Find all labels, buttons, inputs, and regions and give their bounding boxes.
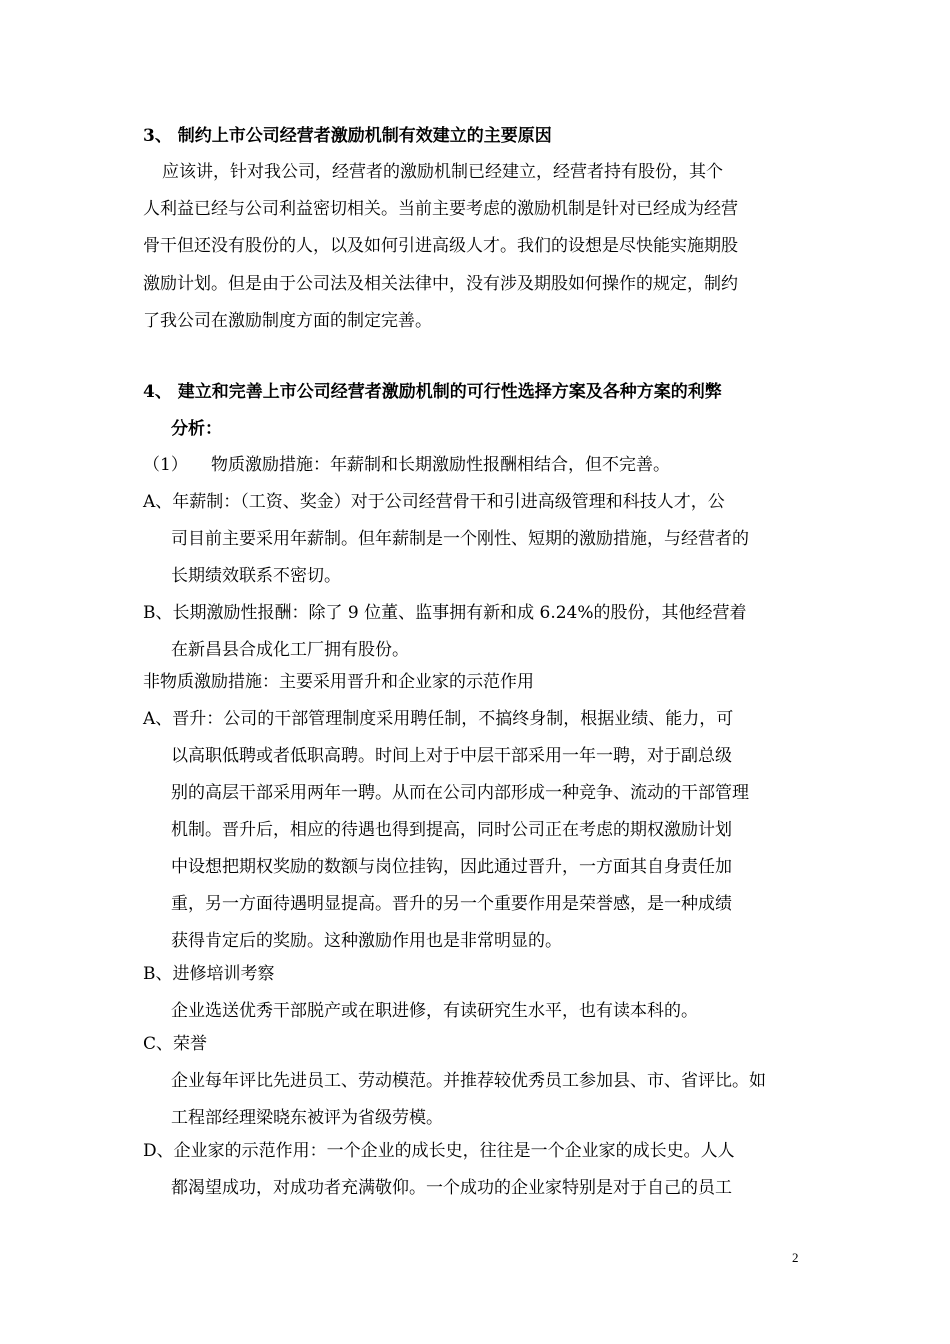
section-3-line-4: 激励计划。但是由于公司法及相关法律中，没有涉及期股如何操作的规定，制约 bbox=[143, 274, 738, 294]
section-3-heading: 3、 制约上市公司经营者激励机制有效建立的主要原因 bbox=[143, 126, 552, 146]
nonmaterial-heading: 非物质激励措施：主要采用晋升和企业家的示范作用 bbox=[143, 672, 534, 692]
a2-line-5: 中设想把期权奖励的数额与岗位挂钩，因此通过晋升，一方面其自身责任加 bbox=[171, 857, 732, 877]
a2-line-2: 以高职低聘或者低职高聘。时间上对于中层干部采用一年一聘，对于副总级 bbox=[171, 746, 732, 766]
a1-line-2: 司目前主要采用年薪制。但年薪制是一个刚性、短期的激励措施，与经营者的 bbox=[171, 529, 749, 549]
section-3-line-2: 人利益已经与公司利益密切相关。当前主要考虑的激励机制是针对已经成为经营 bbox=[143, 199, 738, 219]
b1-line-2: 在新昌县合成化工厂拥有股份。 bbox=[171, 640, 409, 660]
section-3-line-3: 骨干但还没有股份的人，以及如何引进高级人才。我们的设想是尽快能实施期股 bbox=[143, 236, 738, 256]
a2-line-7: 获得肯定后的奖励。这种激励作用也是非常明显的。 bbox=[171, 931, 562, 951]
section-4-heading-line-2: 分析： bbox=[171, 419, 222, 439]
section-3-line-1: 应该讲，针对我公司，经营者的激励机制已经建立，经营者持有股份，其个 bbox=[162, 162, 723, 182]
a1-line-3: 长期绩效联系不密切。 bbox=[171, 566, 341, 586]
b2-title: B、进修培训考察 bbox=[143, 964, 275, 984]
d2-line-2: 都渴望成功，对成功者充满敬仰。一个成功的企业家特别是对于自己的员工 bbox=[171, 1178, 732, 1198]
b1-line-1: B、长期激励性报酬：除了 9 位董、监事拥有新和成 6.24%的股份，其他经营着 bbox=[143, 603, 747, 623]
c2-line-1: 企业每年评比先进员工、劳动模范。并推荐较优秀员工参加县、市、省评比。如 bbox=[171, 1071, 766, 1091]
a2-line-3: 别的高层干部采用两年一聘。从而在公司内部形成一种竞争、流动的干部管理 bbox=[171, 783, 749, 803]
b2-text: 企业选送优秀干部脱产或在职进修，有读研究生水平，也有读本科的。 bbox=[171, 1001, 698, 1021]
c2-title: C、荣誉 bbox=[143, 1034, 208, 1054]
item-1-label: （1） bbox=[143, 455, 188, 475]
a2-line-6: 重，另一方面待遇明显提高。晋升的另一个重要作用是荣誉感，是一种成绩 bbox=[171, 894, 732, 914]
item-1-text: 物质激励措施：年薪制和长期激励性报酬相结合，但不完善。 bbox=[211, 455, 670, 475]
a1-line-1: A、年薪制：（工资、奖金）对于公司经营骨干和引进高级管理和科技人才，公 bbox=[143, 492, 725, 512]
d2-line-1: D、企业家的示范作用：一个企业的成长史，往往是一个企业家的成长史。人人 bbox=[143, 1141, 735, 1161]
section-3-line-5: 了我公司在激励制度方面的制定完善。 bbox=[143, 311, 432, 331]
section-4-heading-line-1: 4、 建立和完善上市公司经营者激励机制的可行性选择方案及各种方案的利弊 bbox=[143, 382, 722, 402]
c2-line-2: 工程部经理梁晓东被评为省级劳模。 bbox=[171, 1108, 443, 1128]
a2-line-4: 机制。晋升后，相应的待遇也得到提高，同时公司正在考虑的期权激励计划 bbox=[171, 820, 732, 840]
a2-line-1: A、晋升：公司的干部管理制度采用聘任制，不搞终身制，根据业绩、能力，可 bbox=[143, 709, 734, 729]
page-number: 2 bbox=[792, 1250, 799, 1265]
